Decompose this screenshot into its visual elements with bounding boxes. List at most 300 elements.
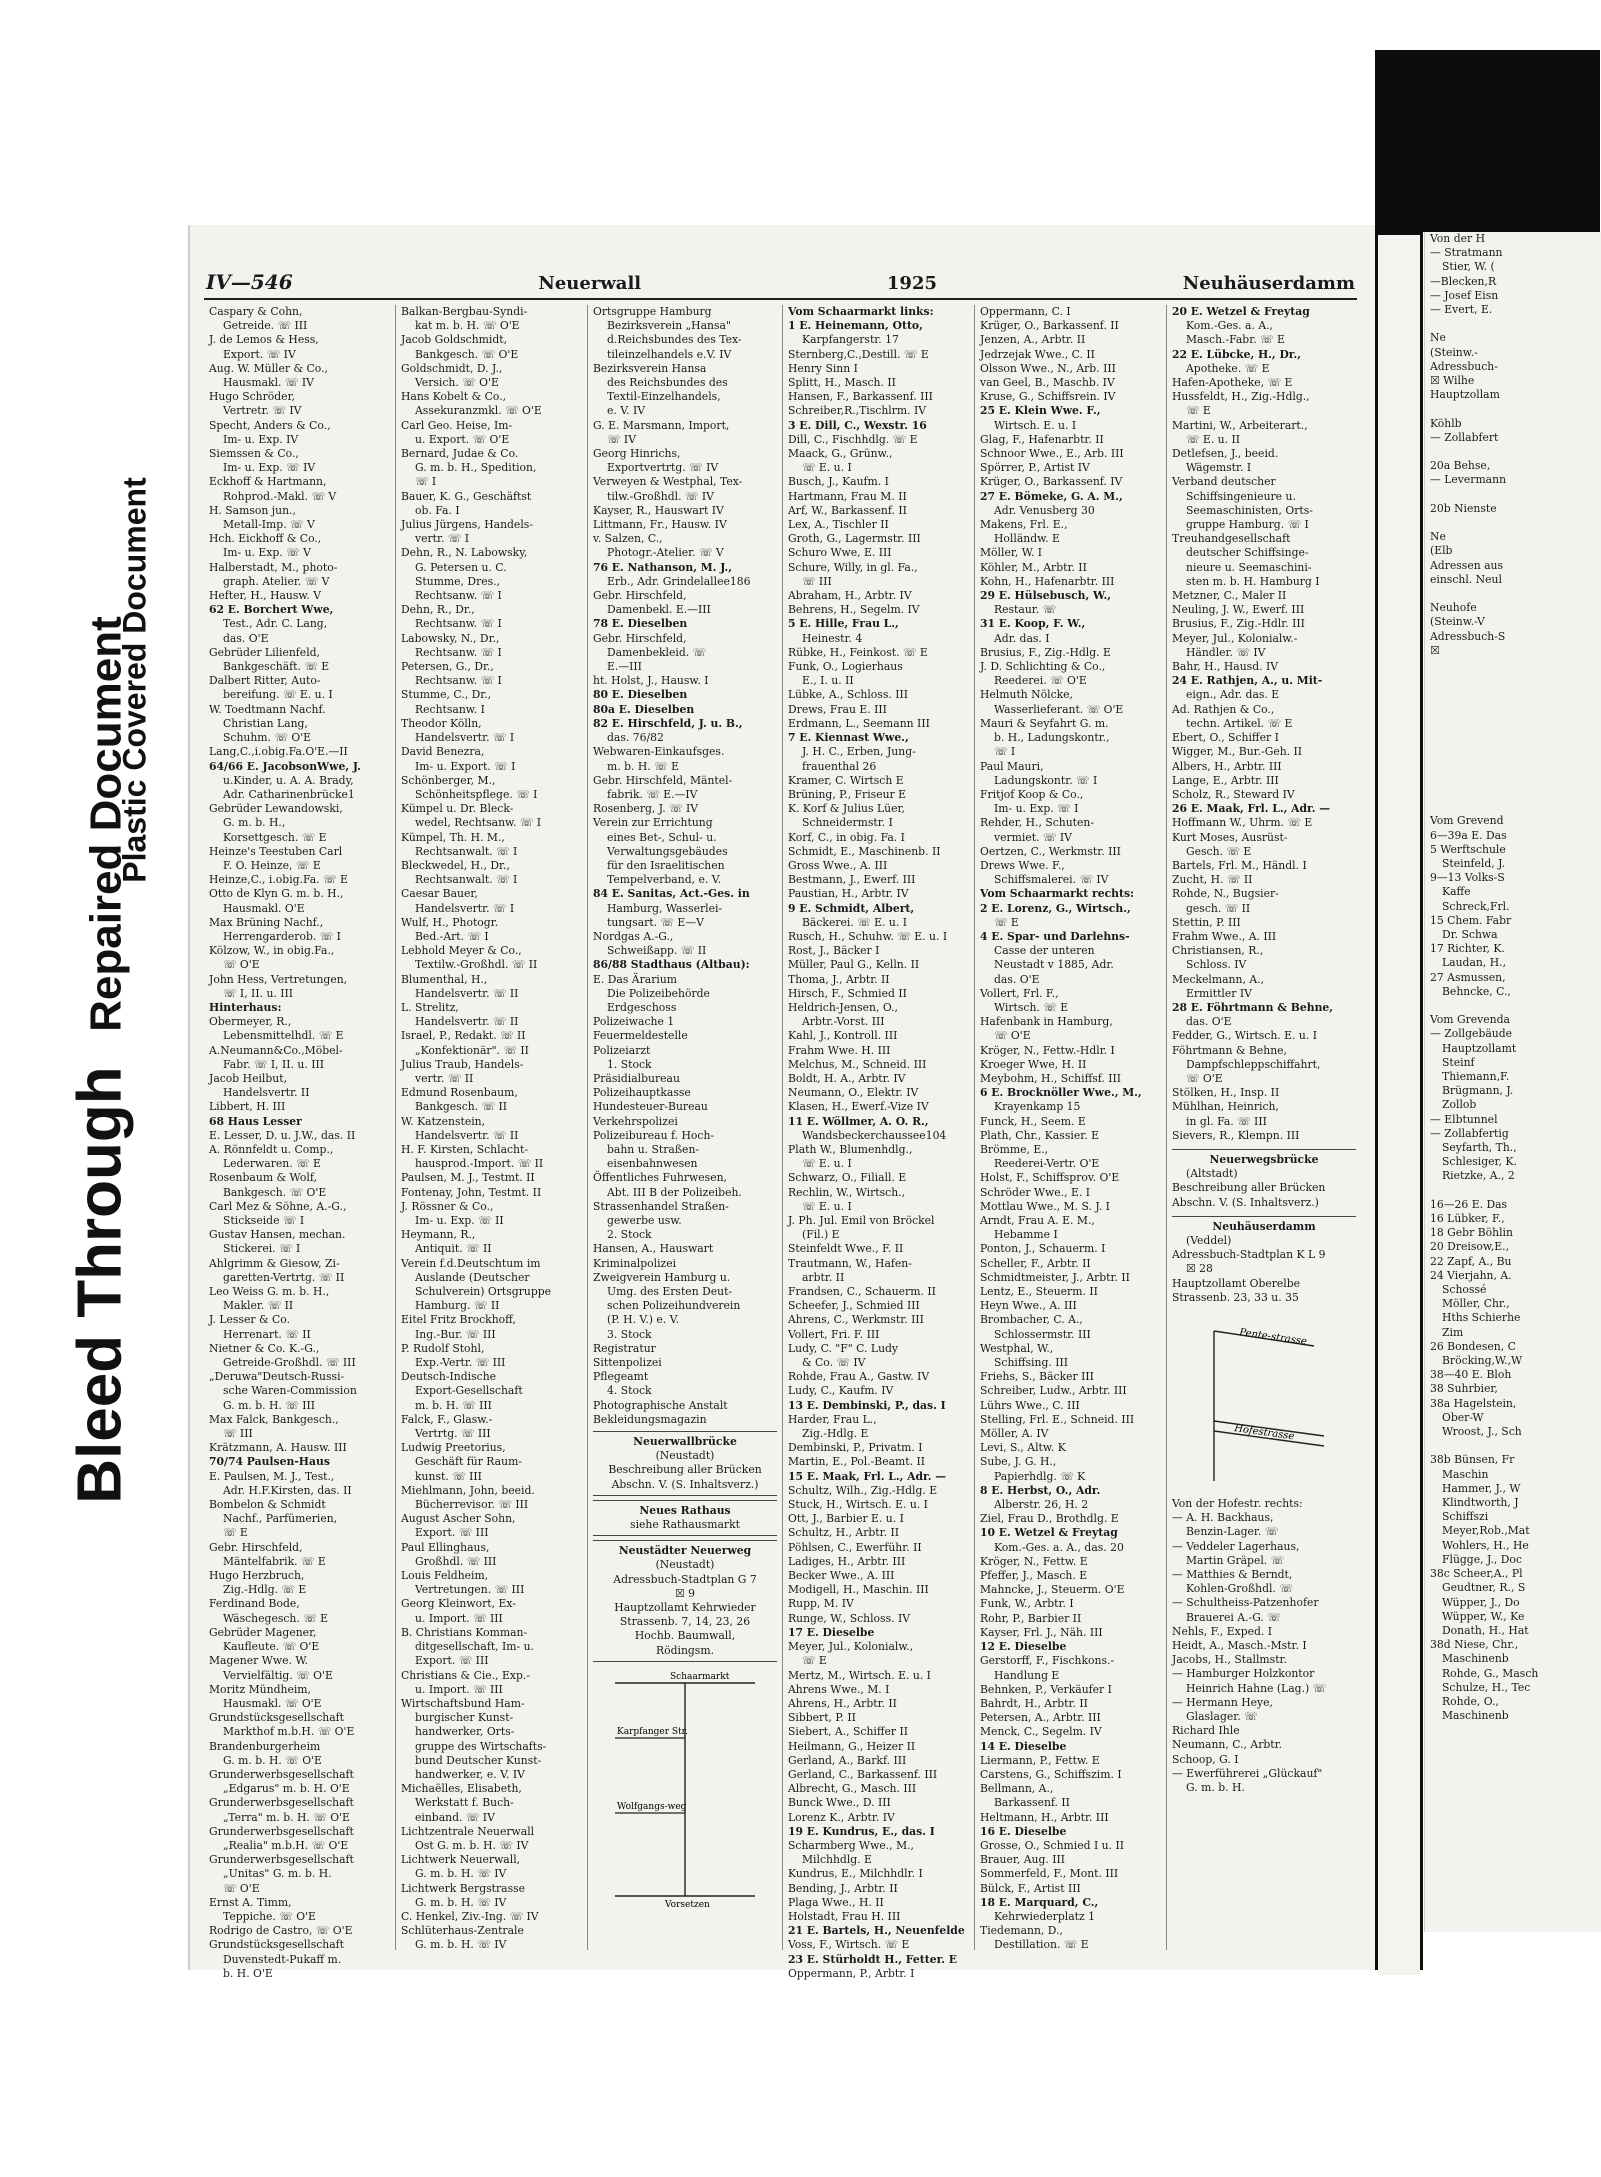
- directory-entry: Lang,C.,i.obig.Fa.O'E.—II: [209, 745, 348, 759]
- directory-entry: nieure u. Seemaschini-: [1186, 560, 1312, 574]
- directory-entry: Bülck, F., Artist III: [980, 1881, 1081, 1895]
- next-page-line: Kaffe: [1442, 885, 1471, 899]
- veddel-street-map: [1174, 1311, 1354, 1491]
- next-page-line: 38—40 E. Bloh: [1430, 1368, 1512, 1382]
- directory-entry: Verwaltungsgebäudes: [607, 844, 728, 858]
- directory-entry: Kruse, G., Schiffsrein. IV: [980, 390, 1116, 404]
- directory-entry: Kölzow, W., in obig.Fa.,: [209, 944, 335, 958]
- directory-entry: eign., Adr. das. E: [1186, 688, 1280, 702]
- directory-entry: Stickseide ☏ I: [223, 1214, 305, 1227]
- directory-entry: Photogr.-Atelier. ☏ V: [607, 546, 724, 560]
- directory-entry: Otto de Klyn G. m. b. H.,: [209, 887, 344, 901]
- directory-entry: W. Toedtmann Nachf.: [209, 702, 326, 716]
- directory-entry: van Geel, B., Maschb. IV: [980, 376, 1115, 390]
- next-page-line: 16 Lübker, F.,: [1430, 1212, 1505, 1226]
- directory-entry: Destillation. ☏ E: [994, 1938, 1089, 1952]
- directory-entry: 1. Stock: [607, 1057, 652, 1071]
- directory-entry: Föhrtmann & Behne,: [1172, 1043, 1287, 1057]
- directory-entry: 20 E. Wetzel & Freytag: [1172, 305, 1310, 318]
- directory-entry: Gross Wwe., A. III: [788, 858, 888, 872]
- directory-entry: Gebr. Hirschfeld,: [593, 589, 687, 603]
- directory-entry: Hansen, A., Hauswart: [593, 1242, 714, 1256]
- directory-entry: Casse der unteren: [994, 944, 1095, 958]
- directory-entry: 80a E. Dieselben: [593, 702, 695, 716]
- directory-entry: Ziel, Frau D., Brothdlg. E: [980, 1512, 1119, 1526]
- directory-entry: 84 E. Sanitas, Act.-Ges. in: [593, 887, 750, 901]
- next-page-line: (Steinw.-: [1430, 345, 1478, 359]
- directory-entry: Kundrus, E., Milchhdlr. I: [788, 1867, 923, 1881]
- next-page-line: [1430, 800, 1596, 814]
- directory-entry: Schoop, G. I: [1172, 1752, 1239, 1766]
- directory-entry: Möller, A. IV: [980, 1427, 1049, 1441]
- directory-entry: 17 E. Dieselbe: [788, 1625, 875, 1639]
- next-page-line: 16—26 E. Das: [1430, 1197, 1508, 1211]
- directory-entry: ☏ E. u. I: [802, 1199, 852, 1213]
- directory-entry: gruppe Hamburg. ☏ I: [1186, 518, 1309, 532]
- directory-entry: Ahrens Wwe., M. I: [788, 1682, 890, 1696]
- next-page-line: Adressbuch-S: [1430, 629, 1506, 643]
- directory-entry: Reederei. ☏ O'E: [994, 674, 1087, 688]
- directory-entry: 7 E. Kiennast Wwe.,: [788, 731, 909, 745]
- directory-entry: 27 E. Bömeke, G. A. M.,: [980, 489, 1123, 503]
- directory-entry: J. de Lemos & Hess,: [209, 333, 319, 347]
- next-page-line: Adressen aus: [1430, 558, 1504, 572]
- directory-entry: C. Henkel, Ziv.-Ing. ☏ IV: [401, 1909, 539, 1923]
- directory-entry: Brusius, F., Zig.-Hdlr. III: [1172, 617, 1305, 631]
- directory-entry: Export. ☏ III: [415, 1526, 489, 1540]
- directory-entry: Möller, W. I: [980, 546, 1043, 560]
- directory-entry: Bankgesch. ☏ O'E: [223, 1185, 327, 1199]
- next-page-line: [1430, 516, 1596, 530]
- directory-entry: Hafenbank in Hamburg,: [980, 1015, 1113, 1029]
- directory-entry: Hausmakl. ☏ IV: [223, 376, 314, 390]
- directory-entry: 25 E. Klein Wwe. F.,: [980, 404, 1101, 418]
- directory-entry: Friehs, S., Bäcker III: [980, 1370, 1094, 1384]
- repaired-document-label: Repaired Document: [81, 616, 131, 1032]
- directory-entry: Schmidt, E., Maschinenb. II: [788, 844, 941, 858]
- directory-entry: m. b. H. ☏ III: [415, 1398, 492, 1412]
- directory-entry: Ahlgrimm & Giesow, Zi-: [209, 1256, 340, 1270]
- next-page-line: [1430, 715, 1596, 729]
- directory-entry: Dembinski, P., Privatm. I: [788, 1441, 923, 1455]
- directory-entry: Bekleidungsmagazin: [593, 1412, 707, 1426]
- directory-entry: Splitt, H., Masch. II: [788, 376, 896, 390]
- directory-entry: Wandsbeckerchaussee104: [802, 1128, 947, 1142]
- next-page-line: Wroost, J., Sch: [1442, 1425, 1522, 1439]
- directory-entry: F. O. Heinze, ☏ E: [223, 858, 321, 872]
- directory-entry: Zweigverein Hamburg u.: [593, 1270, 731, 1284]
- street-info-box: [593, 1540, 777, 1662]
- directory-entry: Lichtwerk Neuerwall,: [401, 1853, 521, 1867]
- directory-entry: gesch. ☏ II: [1186, 901, 1251, 915]
- side-label: [0, 0, 200, 2177]
- directory-entry: m. b. H. ☏ E: [607, 759, 679, 773]
- directory-entry: Arbtr.-Vorst. III: [802, 1015, 885, 1029]
- directory-entry: Hch. Eickhoff & Co.,: [209, 532, 322, 546]
- directory-entry: Polizeibureau f. Hoch-: [593, 1128, 715, 1142]
- directory-entry: Goldschmidt, D. J.,: [401, 361, 503, 375]
- directory-entry: Olsson Wwe., N., Arb. III: [980, 361, 1116, 375]
- directory-entry: Westphal, W.,: [980, 1341, 1054, 1355]
- directory-entry: Mäntelfabrik. ☏ E: [223, 1554, 326, 1568]
- directory-entry: Feuermeldestelle: [593, 1029, 688, 1043]
- next-page-line: Rohde, G., Masch: [1442, 1666, 1539, 1680]
- directory-entry: ht. Holst, J., Hausw. I: [593, 674, 709, 688]
- directory-entry: Leo Weiss G. m. b. H.,: [209, 1285, 330, 1299]
- directory-entry: Erb., Adr. Grindelallee186: [607, 574, 751, 588]
- next-page-line: [1430, 999, 1596, 1013]
- next-page-line: — Evert, E.: [1430, 303, 1493, 317]
- directory-entry: Christian Lang,: [223, 716, 308, 730]
- directory-entry: Bahrdt, H., Arbtr. II: [980, 1696, 1088, 1710]
- directory-entry: Siemssen & Co.,: [209, 447, 299, 461]
- directory-entry: Paustian, H., Arbtr. IV: [788, 887, 909, 901]
- directory-entry: Grundstücksgesellschaft: [209, 1711, 345, 1725]
- directory-entry: Korsettgesch. ☏ E: [223, 830, 327, 844]
- directory-entry: G. m. b. H. ☏ IV: [415, 1895, 507, 1909]
- directory-entry: Heltmann, H., Arbtr. III: [980, 1810, 1109, 1824]
- directory-entry: Hoffmann W., Uhrm. ☏ E: [1172, 816, 1313, 830]
- directory-entry: sche Waren-Commission: [223, 1384, 357, 1398]
- directory-entry: Handelsvertr. ☏ I: [415, 901, 515, 915]
- next-page-line: Köhlb: [1430, 416, 1462, 430]
- directory-entry: Hirsch, F., Schmied II: [788, 986, 907, 1000]
- directory-entry: Wirtsch. ☏ E: [994, 1000, 1069, 1014]
- directory-entry: ☏ E. u. I: [802, 461, 852, 475]
- directory-entry: Georg Hinrichs,: [593, 447, 681, 461]
- directory-entry: 10 E. Wetzel & Freytag: [980, 1526, 1118, 1540]
- directory-entry: Karpfangerstr. 17: [802, 333, 899, 347]
- directory-entry: Jedrzejak Wwe., C. II: [980, 347, 1095, 361]
- directory-entry: Wägemstr. I: [1186, 461, 1252, 475]
- directory-entry: Polizeihauptkasse: [593, 1086, 691, 1100]
- column-1: [204, 305, 395, 1980]
- directory-entry: Arndt, Frau A. E. M.,: [980, 1214, 1095, 1227]
- next-page-line: [1430, 687, 1596, 701]
- directory-entry: d.Reichsbundes des Tex-: [607, 333, 742, 347]
- directory-entry: Herrenart. ☏ II: [223, 1327, 311, 1341]
- directory-entry: Balkan-Bergbau-Syndi-: [401, 305, 528, 318]
- directory-entry: Bed.-Art. ☏ I: [415, 929, 489, 943]
- next-page-line: [1430, 445, 1596, 459]
- directory-entry: v. Salzen, C.,: [593, 532, 663, 546]
- box-line: Hauptzollamt Kehrwieder: [614, 1601, 756, 1615]
- directory-entry: Erdmann, L., Seemann III: [788, 716, 930, 730]
- directory-entry: 23 E. Stürholdt H., Fetter. E: [788, 1952, 958, 1966]
- directory-entry: E. Das Ärarium: [593, 972, 678, 986]
- directory-entry: ☏ O'E: [994, 1029, 1031, 1043]
- directory-entry: Becker Wwe., A. III: [788, 1569, 895, 1583]
- directory-entry: Dampfschleppschiffahrt,: [1186, 1057, 1321, 1071]
- directory-entry: Gesch. ☏ E: [1186, 844, 1252, 858]
- directory-entry: Schloss. IV: [1186, 958, 1247, 972]
- directory-entry: Teppiche. ☏ O'E: [223, 1909, 316, 1923]
- directory-entry: Rechtsanw. ☏ I: [415, 589, 502, 603]
- next-page-line: Wüpper, J., Do: [1442, 1595, 1520, 1609]
- directory-entry: Mottlau Wwe., M. S. J. I: [980, 1199, 1110, 1213]
- directory-entry: Magener Wwe. W.: [209, 1654, 308, 1668]
- directory-entry: L. Strelitz,: [401, 1000, 459, 1014]
- directory-entry: Wirtsch. E. u. I: [994, 418, 1077, 432]
- next-page-line: Donath, H., Hat: [1442, 1623, 1529, 1637]
- next-page-line: ☒ Wilhe: [1430, 374, 1475, 388]
- directory-entry: Verkehrspolizei: [593, 1114, 678, 1128]
- directory-entry: b. H., Ladungskontr.,: [994, 731, 1110, 745]
- directory-entry: „Deruwa"Deutsch-Russi-: [209, 1370, 345, 1384]
- directory-entry: 31 E. Koop, F. W.,: [980, 617, 1086, 631]
- directory-entry: Zucht, H. ☏ II: [1172, 873, 1253, 887]
- plastic-covered-label: Plastic Covered Document: [116, 477, 153, 883]
- directory-entry: Martin, E., Pol.-Beamt. II: [788, 1455, 926, 1469]
- directory-entry: Stumme, C., Dr.,: [401, 688, 492, 702]
- directory-entry: Vom Schaarmarkt links:: [788, 305, 934, 318]
- box-line: (Neustadt): [655, 1449, 715, 1463]
- directory-entry: Martini, W., Arbeiterart.,: [1172, 418, 1308, 432]
- next-page-column: [1425, 232, 1601, 1723]
- directory-entry: Neumann, C., Arbtr.: [1172, 1738, 1283, 1752]
- directory-entry: Schulverein) Ortsgruppe: [415, 1285, 552, 1299]
- next-page-line: Hammer, J., W: [1442, 1481, 1521, 1495]
- next-page-line: [1430, 758, 1596, 772]
- next-page-line: Seyfarth, Th.,: [1442, 1141, 1517, 1154]
- directory-entry: Neumann, O., Elektr. IV: [788, 1086, 919, 1100]
- directory-entry: Ladungskontr. ☏ I: [994, 773, 1098, 787]
- directory-entry: Verein zur Errichtung: [593, 816, 713, 830]
- directory-entry: Ferdinand Bode,: [209, 1597, 300, 1611]
- section-heading: Neuhäuserdamm: [1172, 1216, 1356, 1234]
- directory-entry: Gerland, C., Barkassenf. III: [788, 1767, 938, 1781]
- directory-entry: G. m. b. H. ☏ O'E: [223, 1753, 322, 1767]
- directory-entry: Schmidtmeister, J., Arbtr. II: [980, 1270, 1130, 1284]
- directory-entry: Bäckerei. ☏ E. u. I: [802, 915, 907, 929]
- next-page-line: 15 Chem. Fabr: [1430, 913, 1512, 927]
- next-page-line: Ne: [1430, 530, 1446, 544]
- directory-entry: 2 E. Lorenz, G., Wirtsch.,: [980, 901, 1131, 915]
- directory-entry: Miehlmann, John, beeid.: [401, 1483, 535, 1497]
- directory-entry: tileinzelhandels e.V. IV: [607, 347, 732, 361]
- next-page-line: — Zollabfert: [1430, 430, 1499, 444]
- directory-entry: Menck, C., Segelm. IV: [980, 1725, 1102, 1739]
- directory-entry: 80 E. Dieselben: [593, 688, 688, 702]
- next-page-line: 5 Werftschule: [1430, 842, 1506, 856]
- directory-entry: Abt. III B der Polizeibeh.: [607, 1185, 742, 1199]
- directory-entry: G. Petersen u. C.: [415, 560, 507, 574]
- next-page-line: 6—39a E. Das: [1430, 828, 1507, 842]
- directory-entry: ☏ E: [994, 915, 1019, 929]
- box-line: siehe Rathausmarkt: [630, 1518, 740, 1532]
- directory-entry: Plath W., Blumenhdlg.,: [788, 1142, 913, 1156]
- directory-entry: Petersen, G., Dr.,: [401, 660, 494, 674]
- directory-entry: Dill, C., Fischhdlg. ☏ E: [788, 432, 918, 446]
- directory-entry: Pöhlsen, C., Ewerführ. II: [788, 1540, 922, 1554]
- directory-entry: Handlung E: [994, 1668, 1060, 1682]
- directory-entry: Sibbert, P. II: [788, 1711, 856, 1725]
- next-page-line: Laudan, H.,: [1442, 956, 1507, 970]
- next-page-line: Vom Grevend: [1430, 814, 1504, 828]
- next-page-line: [1430, 786, 1596, 800]
- directory-entry: ☏ O'E: [1186, 1071, 1223, 1085]
- directory-entry: Umg. des Ersten Deut-: [607, 1285, 733, 1299]
- directory-entry: Kramer, C. Wirtsch E: [788, 773, 904, 787]
- next-page-line: (Elb: [1430, 544, 1453, 558]
- directory-entry: Rehder, H., Schuten-: [980, 816, 1095, 830]
- directory-entry: Adressbuch-Stadtplan K L 9: [1172, 1248, 1326, 1262]
- directory-entry: Kayser, Frl. J., Näh. III: [980, 1625, 1103, 1639]
- directory-entry: Im- u. Exp. ☏ II: [415, 1214, 504, 1227]
- next-page-line: Wüpper, W., Ke: [1442, 1609, 1525, 1623]
- directory-entry: Bahr, H., Hausd. IV: [1172, 660, 1279, 674]
- directory-entry: Abschn. V. (S. Inhaltsverz.): [1172, 1195, 1319, 1209]
- directory-entry: u. Import. ☏ III: [415, 1611, 503, 1625]
- directory-entry: Scheller, F., Arbtr. II: [980, 1256, 1091, 1270]
- directory-entry: 29 E. Hülsebusch, W.,: [980, 589, 1112, 603]
- directory-entry: Wasserlieferant. ☏ O'E: [994, 702, 1124, 716]
- directory-entry: Versich. ☏ O'E: [415, 376, 499, 390]
- directory-entry: Hefter, H., Hausw. V: [209, 589, 322, 603]
- directory-entry: Helmuth Nölcke,: [980, 688, 1073, 702]
- directory-entry: Thoma, J., Arbtr. II: [788, 972, 890, 986]
- directory-entry: — A. H. Backhaus,: [1172, 1511, 1274, 1525]
- directory-entry: Rosenbaum & Wolf,: [209, 1171, 317, 1185]
- directory-entry: Schröder Wwe., E. I: [980, 1185, 1090, 1199]
- next-page-line: 20a Behse,: [1430, 459, 1491, 473]
- directory-entry: Bankgesch. ☏ II: [415, 1100, 508, 1114]
- directory-entry: Groth, G., Lagermstr. III: [788, 532, 921, 546]
- directory-entry: Martin Gräpel. ☏: [1186, 1553, 1285, 1567]
- next-page-line: 17 Richter, K.: [1430, 942, 1505, 956]
- directory-entry: Funk, W., Arbtr. I: [980, 1597, 1074, 1611]
- directory-entry: Carstens, G., Schiffszim. I: [980, 1767, 1122, 1781]
- directory-entry: Photographische Anstalt: [593, 1398, 728, 1412]
- directory-entry: Hauptzollamt Oberelbe: [1172, 1276, 1301, 1290]
- directory-entry: Oertzen, C., Werkmstr. III: [980, 844, 1121, 858]
- next-page-line: 27 Asmussen,: [1430, 970, 1506, 984]
- directory-entry: Restaur. ☏: [994, 603, 1057, 617]
- directory-entry: Sittenpolizei: [593, 1356, 662, 1370]
- directory-entry: Tiedemann, D.,: [980, 1924, 1063, 1938]
- next-page-line: Maschin: [1442, 1467, 1489, 1481]
- directory-entry: Vertretr. ☏ IV: [223, 404, 302, 418]
- next-page-line: [1430, 743, 1596, 757]
- directory-entry: Funck, H., Seem. E: [980, 1114, 1086, 1128]
- next-page-line: Möller, Chr.,: [1442, 1297, 1510, 1311]
- directory-entry: Eckhoff & Hartmann,: [209, 475, 327, 489]
- directory-entry: Rechtsanw. ☏ I: [415, 645, 502, 659]
- directory-entry: techn. Artikel. ☏ E: [1186, 716, 1293, 730]
- directory-entry: Lührs Wwe., C. III: [980, 1398, 1080, 1412]
- directory-entry: Frandsen, C., Schauerm. II: [788, 1285, 936, 1299]
- next-page-line: 38 Suhrbier,: [1430, 1382, 1498, 1396]
- directory-entry: A. Rönnfeldt u. Comp.,: [209, 1142, 334, 1156]
- directory-entry: Scholz, R., Steward IV: [1172, 787, 1295, 801]
- directory-entry: (P. H. V.) e. V.: [607, 1313, 680, 1327]
- next-page-line: Maschinenb: [1442, 1709, 1509, 1723]
- directory-entry: Schreiber, Ludw., Arbtr. III: [980, 1384, 1127, 1398]
- directory-entry: Glag, F., Hafenarbtr. II: [980, 432, 1104, 446]
- directory-entry: 82 E. Hirschfeld, J. u. B.,: [593, 716, 743, 730]
- directory-entry: Rodrigo de Castro, ☏ O'E: [209, 1924, 353, 1938]
- directory-entry: August Ascher Sohn,: [401, 1512, 516, 1526]
- directory-entry: Rohde, Frau A., Gastw. IV: [788, 1370, 930, 1384]
- directory-entry: Rohr, P., Barbier II: [980, 1611, 1082, 1625]
- directory-entry: Bankgesch. ☏ O'E: [415, 347, 519, 361]
- next-page-line: Von der H: [1430, 232, 1486, 245]
- column-6: [1166, 305, 1361, 1950]
- directory-entry: Kroeger Wwe, H. II: [980, 1057, 1087, 1071]
- directory-entry: Ludwig Preetorius,: [401, 1441, 506, 1455]
- directory-entry: Verein f.d.Deutschtum im: [401, 1256, 541, 1270]
- next-page-line: Schlesiger, K.: [1442, 1155, 1517, 1169]
- directory-entry: Export. ☏ III: [415, 1654, 489, 1668]
- directory-entry: Labowsky, N., Dr.,: [401, 631, 500, 645]
- directory-entry: Dehn, R., Dr.,: [401, 603, 475, 617]
- directory-entry: Schönheitspflege. ☏ I: [415, 787, 538, 801]
- directory-entry: 4 E. Spar- und Darlehns-: [980, 929, 1130, 943]
- directory-entry: Mühlhan, Heinrich,: [1172, 1100, 1279, 1114]
- directory-entry: Steinfeldt Wwe., F. II: [788, 1242, 904, 1256]
- directory-entry: Krayenkamp 15: [994, 1100, 1081, 1114]
- column-4: [782, 305, 974, 1980]
- directory-entry: hausprod.-Import. ☏ II: [415, 1157, 544, 1171]
- directory-entry: Caspary & Cohn,: [209, 305, 303, 318]
- directory-entry: Blumenthal, H.,: [401, 972, 488, 986]
- next-page-line: Zollob: [1442, 1098, 1477, 1112]
- directory-entry: Grosse, O., Schmied I u. II: [980, 1838, 1125, 1852]
- directory-entry: 18 E. Marquard, C.,: [980, 1895, 1099, 1909]
- box-title: Neues Rathaus: [639, 1503, 731, 1517]
- next-page-line: 20b Nienste: [1430, 501, 1497, 515]
- directory-entry: ☏ E. u. I: [802, 1157, 852, 1171]
- directory-entry: 76 E. Nathanson, M. J.,: [593, 560, 732, 574]
- directory-entry: für den Israelitischen: [607, 858, 725, 872]
- directory-entry: J. H. C., Erben, Jung-: [802, 745, 916, 759]
- directory-entry: Papierhdlg. ☏ K: [994, 1469, 1086, 1483]
- next-page-line: — Elbtunnel: [1430, 1112, 1498, 1126]
- next-page-line: 9—13 Volks-S: [1430, 871, 1505, 885]
- directory-entry: Textil-Einzelhandels,: [607, 390, 721, 404]
- next-page-line: Vom Grevenda: [1430, 1013, 1510, 1027]
- directory-entry: Bleckwedel, H., Dr.,: [401, 858, 510, 872]
- directory-entry: W. Katzenstein,: [401, 1114, 486, 1128]
- next-page-line: Geudtner, R., S: [1442, 1581, 1526, 1595]
- directory-entry: Maack, G., Grünw.,: [788, 447, 893, 461]
- directory-entry: Handelsvertr. II: [223, 1086, 310, 1100]
- directory-entry: Brauerei A.-G. ☏: [1186, 1610, 1281, 1624]
- directory-entry: Drews, Frau E. III: [788, 702, 887, 716]
- directory-entry: Müller, Paul G., Kelln. II: [788, 958, 920, 972]
- directory-entry: G. m. b. H. ☏ IV: [415, 1938, 507, 1952]
- directory-entry: Schiffsing. III: [994, 1356, 1069, 1370]
- directory-entry: Gebrüder Lilienfeld,: [209, 645, 320, 659]
- directory-entry: Voss, F., Wirtsch. ☏ E: [788, 1938, 910, 1952]
- directory-entry: Littmann, Fr., Hausw. IV: [593, 518, 727, 532]
- directory-entry: Hans Kobelt & Co.,: [401, 390, 507, 404]
- directory-entry: Ludy, C. "F" C. Ludy: [788, 1341, 899, 1355]
- directory-entry: Nordgas A.-G.,: [593, 929, 674, 943]
- directory-entry: Ebert, O., Schiffer I: [1172, 731, 1279, 745]
- directory-entry: Halberstadt, M., photo-: [209, 560, 338, 574]
- directory-entry: Exportvertrtg. ☏ IV: [607, 461, 719, 475]
- directory-entry: gewerbe usw.: [607, 1214, 682, 1227]
- next-page-line: [1430, 729, 1596, 743]
- directory-entry: graph. Atelier. ☏ V: [223, 574, 330, 588]
- directory-entry: 6 E. Brocknöller Wwe., M.,: [980, 1086, 1142, 1100]
- directory-entry: das. O'E: [994, 972, 1040, 986]
- directory-entry: tungsart. ☏ E—V: [607, 915, 704, 929]
- next-page-line: 26 Bondesen, C: [1430, 1339, 1516, 1353]
- box-line: ☒ 9: [675, 1586, 695, 1600]
- directory-entry: Michaëlles, Elisabeth,: [401, 1782, 522, 1796]
